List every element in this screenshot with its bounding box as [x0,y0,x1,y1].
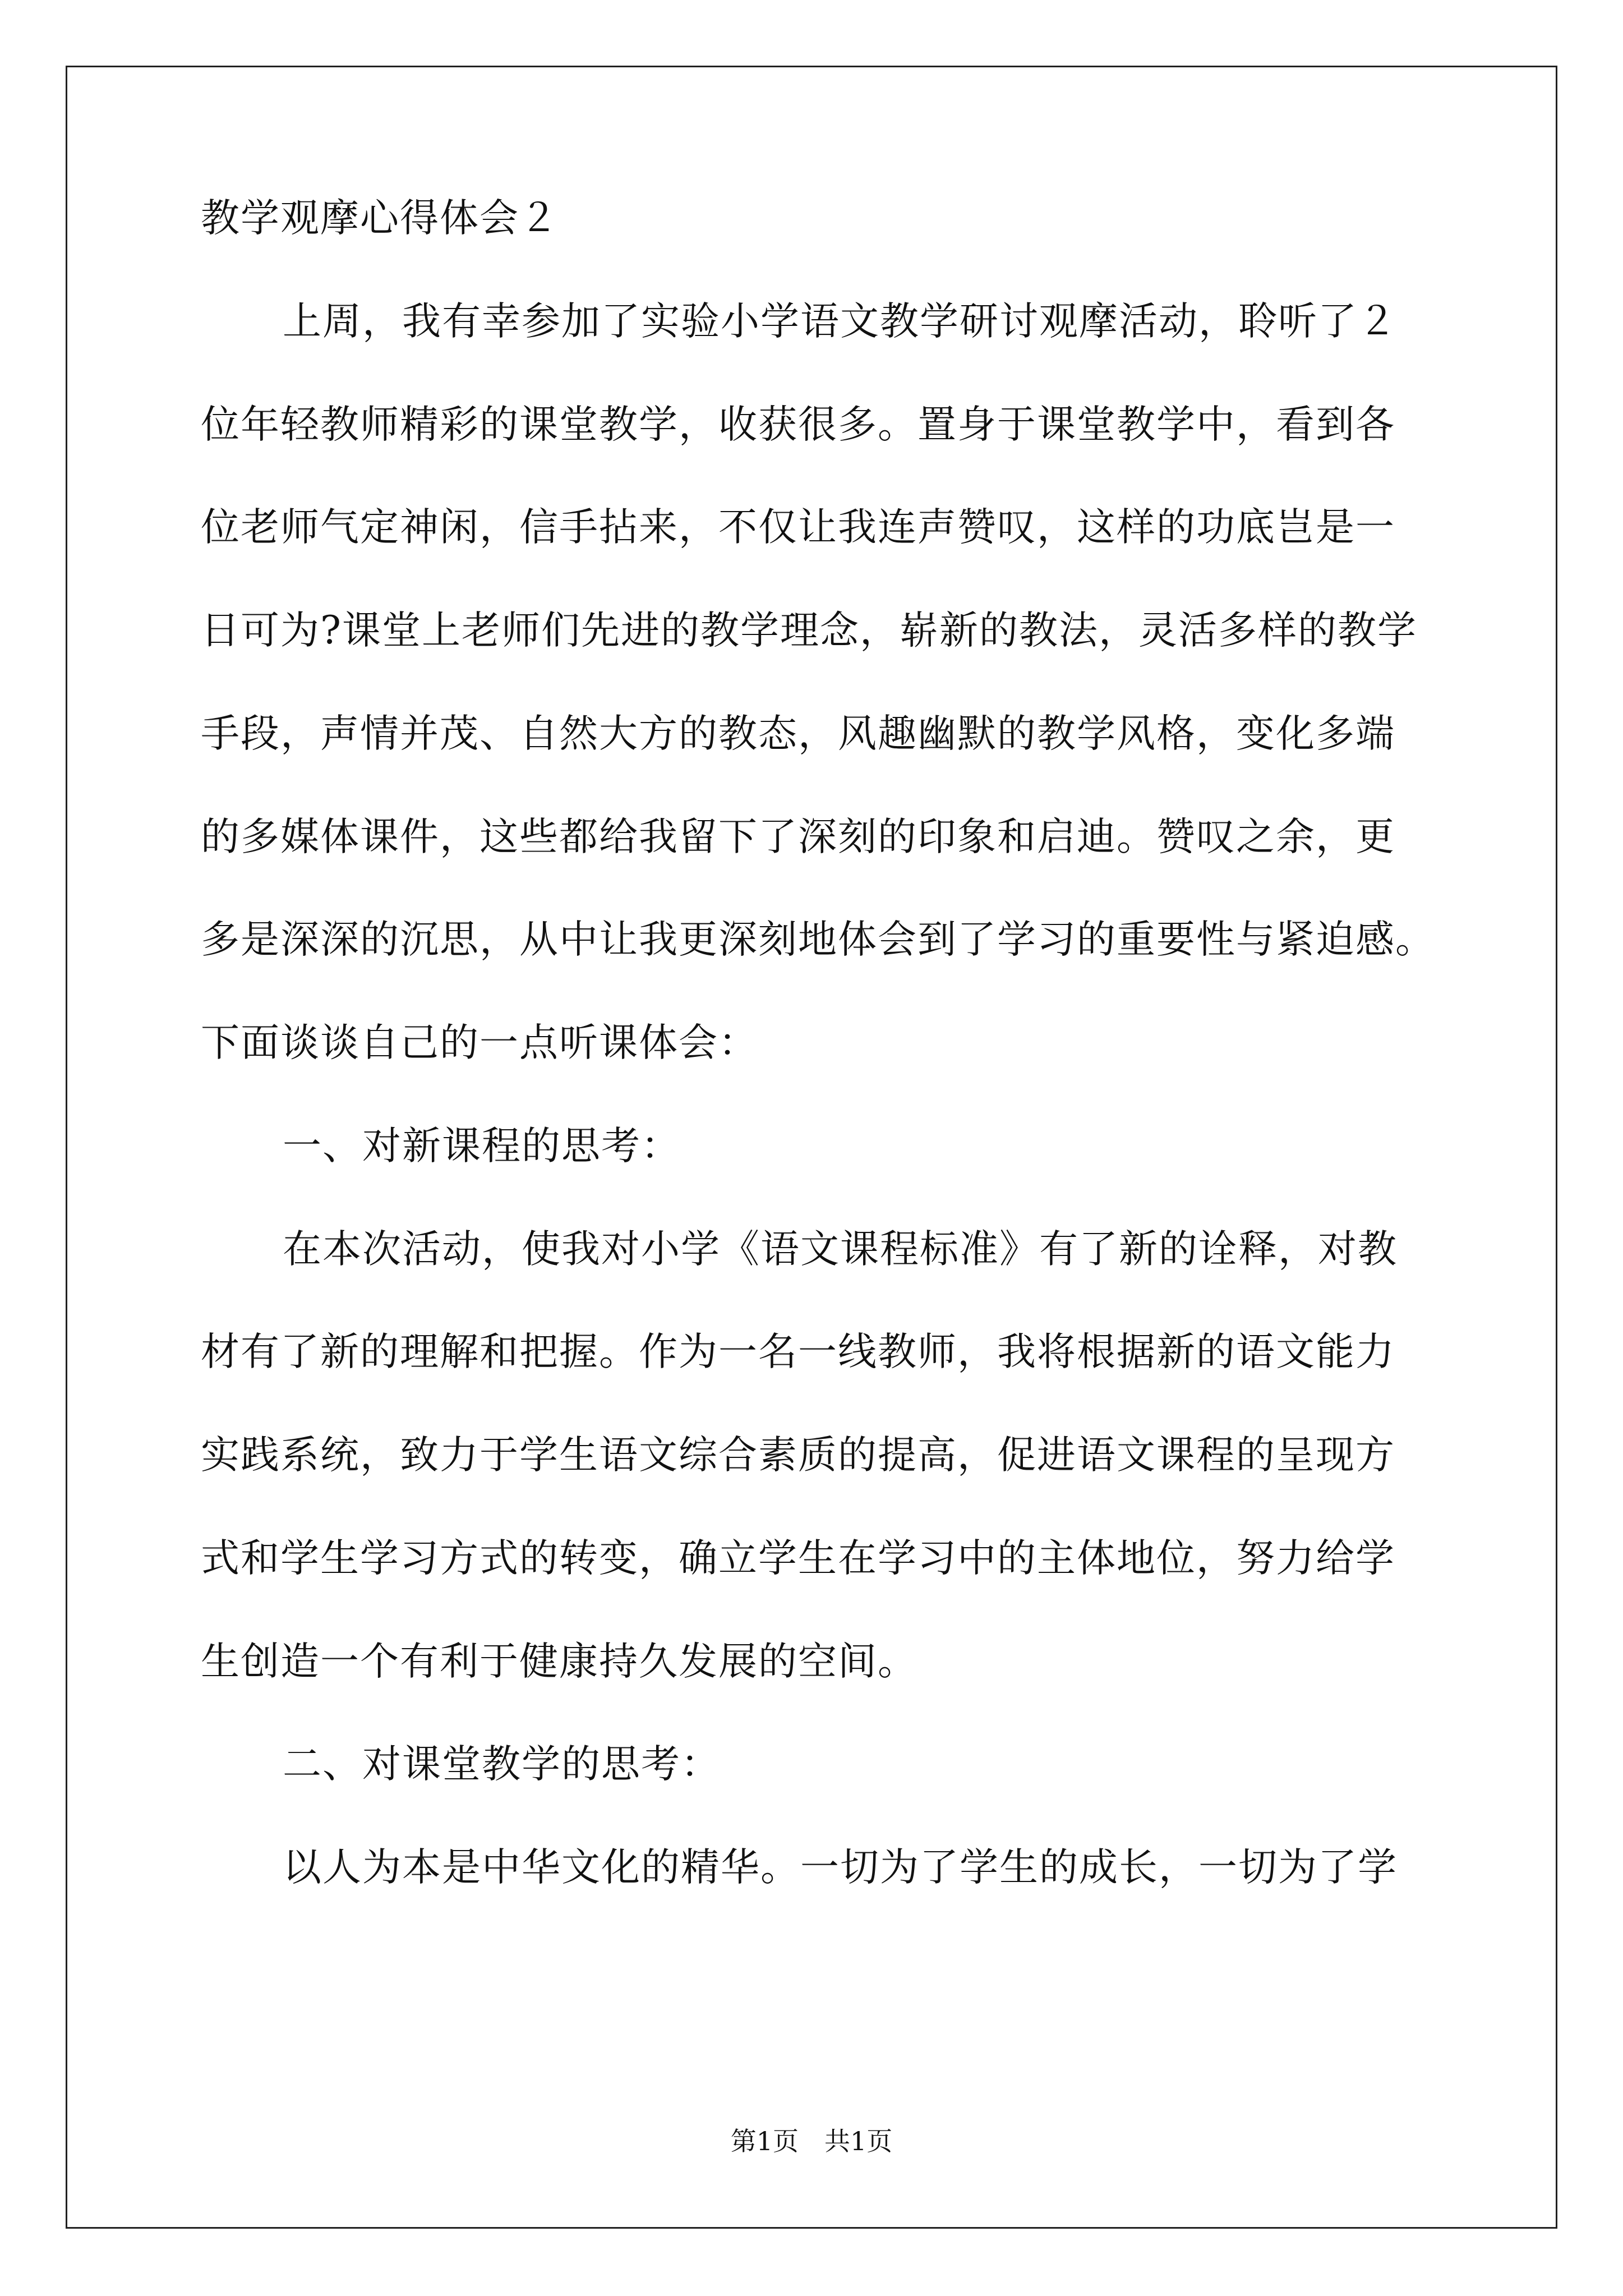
page-footer: 第1页 共1页 [730,2126,893,2156]
paragraph-line: 位老师气定神闲，信手拈来，不仅让我连声赞叹，这样的功底岂是一 [201,505,1395,550]
paragraph-line: 多是深深的沉思，从中让我更深刻地体会到了学习的重要性与紧迫感。 [201,917,1435,962]
paragraph-line: 实践系统，致力于学生语文综合素质的提高，促进语文课程的呈现方 [201,1433,1395,1478]
paragraph-line: 材有了新的理解和把握。作为一名一线教师，我将根据新的语文能力 [201,1329,1395,1374]
paragraph-line: 下面谈谈自己的一点听课体会： [201,1020,758,1065]
document-title: 教学观摩心得体会２ [201,196,559,241]
paragraph-line: 手段，声情并茂、自然大方的教态，风趣幽默的教学风格，变化多端 [201,711,1395,756]
paragraph-line: 上周，我有幸参加了实验小学语文教学研讨观摩活动，聆听了２ [283,299,1398,344]
section-heading: 一、对新课程的思考： [283,1124,681,1168]
paragraph-line: 生创造一个有利于健康持久发展的空间。 [201,1639,917,1684]
paragraph-line: 以人为本是中华文化的精华。一切为了学生的成长，一切为了学 [283,1845,1398,1890]
paragraph-line: 在本次活动，使我对小学《语文课程标准》有了新的诠释，对教 [283,1227,1398,1272]
paragraph-line: 位年轻教师精彩的课堂教学，收获很多。置身于课堂教学中，看到各 [201,402,1395,447]
paragraph-line: 日可为?课堂上老师们先进的教学理念，崭新的教法，灵活多样的教学 [201,608,1417,653]
paragraph-line: 式和学生学习方式的转变，确立学生在学习中的主体地位，努力给学 [201,1536,1395,1581]
section-heading: 二、对课堂教学的思考： [283,1742,721,1787]
paragraph-line: 的多媒体课件，这些都给我留下了深刻的印象和启迪。赞叹之余，更 [201,815,1395,859]
